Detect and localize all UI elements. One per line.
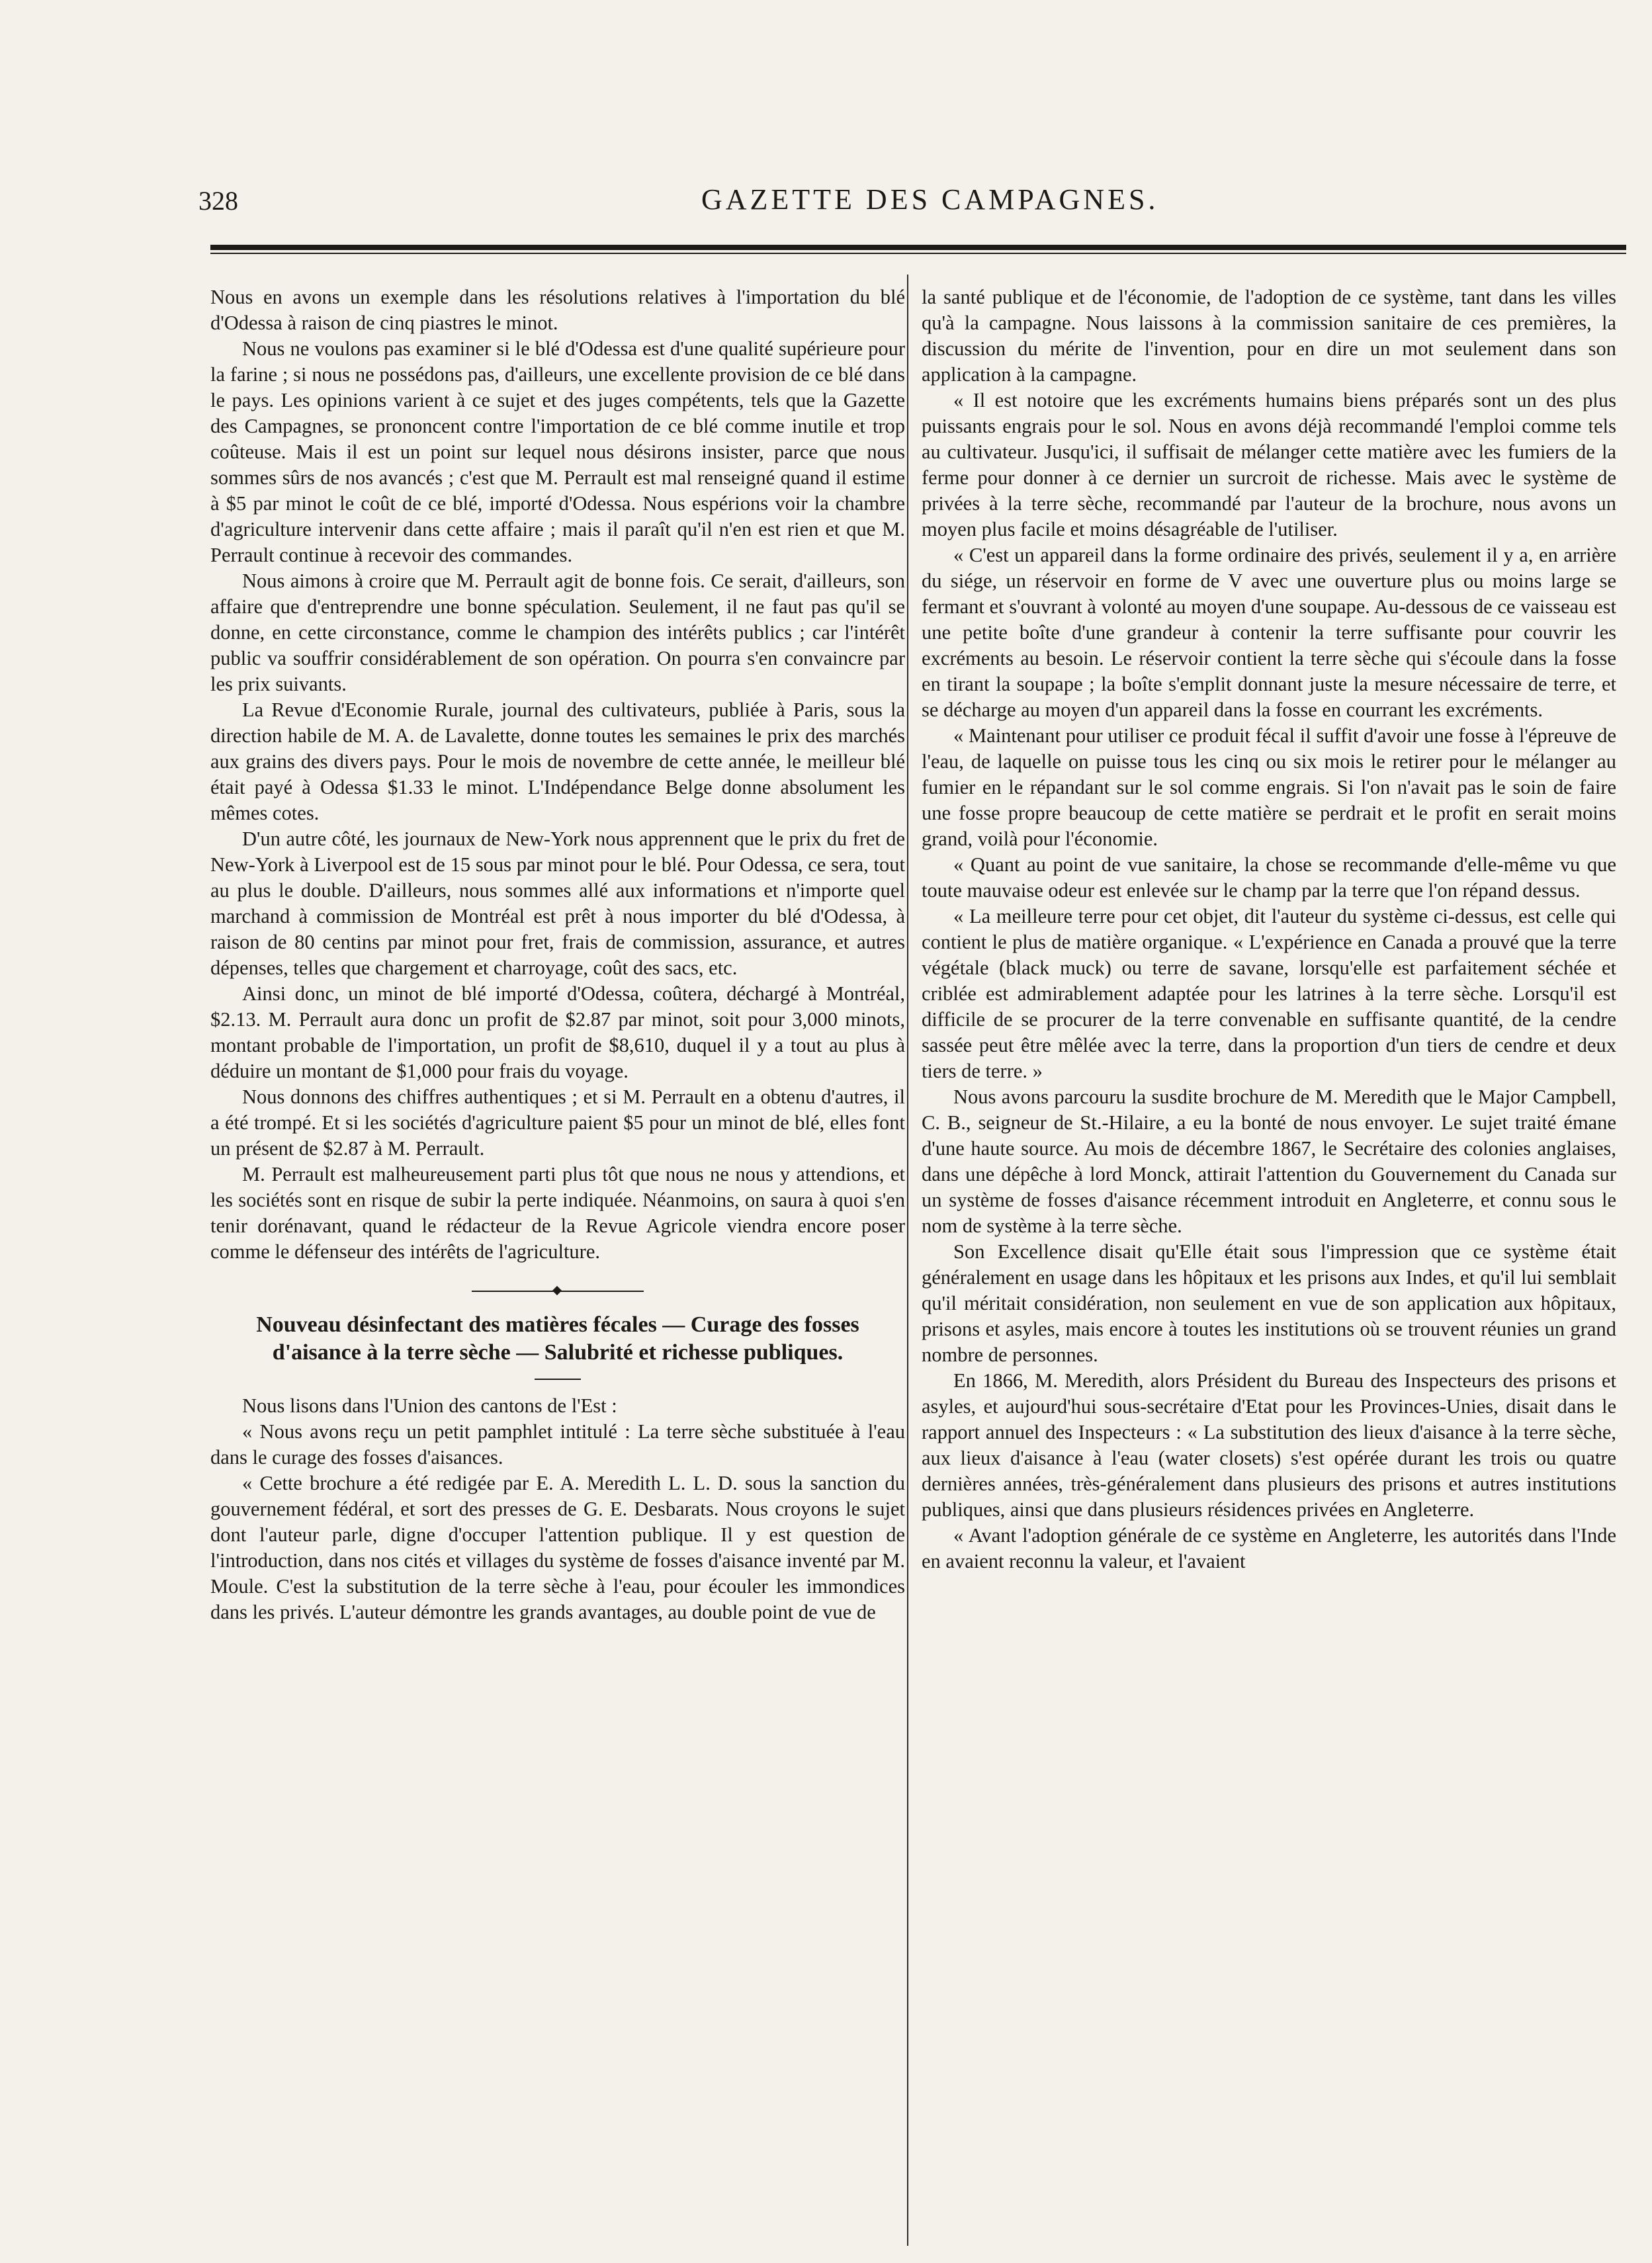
paragraph: « Quant au point de vue sanitaire, la chose se recommande d'elle-même vu que toute mauvaise odeur est enlevée sur le champ par la terre que l'on répand dessus. [922,853,1616,902]
page-header [198,179,1634,232]
ornament-divider [472,1287,644,1295]
paragraph: Nous en avons un exemple dans les résolutions relatives à l'importation du blé d'Odessa à raison de cinq piastres le minot. [210,286,905,334]
column-divider [907,275,908,2246]
paragraph: « Nous avons reçu un petit pamphlet intitulé : La terre sèche substituée à l'eau dans le curage des fosses d'aisances. [210,1420,905,1469]
paragraph: « Cette brochure a été redigée par E. A. Meredith L. L. D. sous la sanction du gouvernement fédéral, et sort des presses de G. E. Desbarats. Nous croyons le sujet dont l'auteur parle, digne d'occuper l'attention publique. Il y est question de l'introduction, dans nos cités et villages du système de fosses d'aisance inventé par M. Moule. C'est la substitution de la terre sèche à l'eau, pour écouler les immondices dans les privés. L'auteur démontre les grands avantages, au double point de vue de [210,1472,905,1623]
right-column [922,284,1616,1574]
paragraph: Nous donnons des chiffres authentiques ; et si M. Perrault en a obtenu d'autres, il a été trompé. Et si les sociétés d'agriculture paient $5 pour un minot de blé, elles font un présent de $2.87 à M. Perrault. [210,1086,905,1160]
publication-title: GAZETTE DES CAMPAGNES. [701,183,1159,216]
paragraph: En 1866, M. Meredith, alors Président du Bureau des Inspecteurs des prisons et asyles, et aujourd'hui sous-secrétaire d'Etat pour les Provinces-Unies, disait dans le rapport annuel des Inspecteurs : « La substitution des lieux d'aisance à la terre sèche, aux lieux d'aisance à l'eau (water closets) s'est opérée durant les trois ou quatre dernières années, très-généralement dans plusieurs des prisons et autres institutions publiques, ainsi que dans plusieurs résidences privées en Angleterre. [922,1369,1616,1521]
paragraph: « La meilleure terre pour cet objet, dit l'auteur du système ci-dessus, est celle qui contient le plus de matière organique. « L'expérience en Canada a prouvé que la terre végétale (black muck) ou terre de savane, lorsqu'elle est parfaitement séchée et criblée est admirablement adaptée pour les latrines à la terre sèche. Lorsqu'il est difficile de se procurer de la terre convenable en suffisante quantité, de la cendre sassée peut être mêlée avec la terre, dans la proportion d'un tiers de cendre et deux tiers de terre. » [922,905,1616,1082]
paragraph: D'un autre côté, les journaux de New-York nous apprennent que le prix du fret de New-York à Liverpool est de 15 sous par minot pour le blé. Pour Odessa, ce sera, tout au plus le double. D'ailleurs, nous sommes allé aux informations et n'importe quel marchand à commission de Montréal est prêt à nous importer du blé d'Odessa, à raison de 80 centins par minot pour fret, frais de commission, assurance, et autres dépenses, telles que chargement et charroyage, coût des sacs, etc. [210,828,905,979]
paragraph: « Maintenant pour utiliser ce produit fécal il suffit d'avoir une fosse à l'épreuve de l'eau, de laquelle on puisse tous les cinq ou six mois le retirer pour le mélanger au fumier en le répandant sur le sol comme engrais. Si l'on n'avait pas le soin de faire une fosse propre beaucoup de cette matière se perdrait et le profit en serait moins grand, voilà pour l'économie. [922,724,1616,850]
paragraph: La Revue d'Economie Rurale, journal des cultivateurs, publiée à Paris, sous la direction habile de M. A. de Lavalette, donne toutes les semaines le prix des marchés aux grains des divers pays. Pour le mois de novembre de cette année, le meilleur blé était payé à Odessa $1.33 le minot. L'Indépendance Belge donne absolument les mêmes cotes. [210,699,905,824]
short-rule [535,1379,581,1380]
paragraph: « Avant l'adoption générale de ce système en Angleterre, les autorités dans l'Inde en avaient reconnu la valeur, et l'avaient [922,1524,1616,1572]
paragraph: la santé publique et de l'économie, de l'adoption de ce système, tant dans les villes qu'à la campagne. Nous laissons à la commission sanitaire de ces premières, la discussion du mérite de l'invention, pour en dire un mot seulement dans son application à la campagne. [922,286,1616,386]
paragraph: Nous aimons à croire que M. Perrault agit de bonne fois. Ce serait, d'ailleurs, son affaire que d'entreprendre une bonne spéculation. Seulement, il ne faut pas qu'il se donne, en cette circonstance, comme le champion des intérêts publics ; car l'intérêt public va souffrir considérablement de son opération. On pourra s'en convaincre par les prix suivants. [210,570,905,695]
paragraph: « Il est notoire que les excréments humains biens préparés sont un des plus puissants engrais pour le sol. Nous en avons déjà recommandé l'emploi comme tels au cultivateur. Jusqu'ici, il suffisait de mélanger cette matière avec les fumiers de la ferme pour donner à ce dernier un surcroit de richesse. Mais avec le système de privées à la terre sèche, recommandé par l'auteur de la brochure, nous avons un moyen plus facile et moins désagréable de l'utiliser. [922,389,1616,540]
paragraph: Nous avons parcouru la susdite brochure de M. Meredith que le Major Campbell, C. B., seigneur de St.-Hilaire, a eu la bonté de nous envoyer. Le sujet traité émane d'une haute source. Au mois de décembre 1867, le Secrétaire des colonies anglaises, dans une dépêche à lord Monck, attirait l'attention du Gouvernement du Canada sur un système de fosses d'aisance récemment introduit en Angleterre, et connu sous le nom de système à la terre sèche. [922,1086,1616,1237]
paragraph: Nous ne voulons pas examiner si le blé d'Odessa est d'une qualité supérieure pour la farine ; si nous ne possédons pas, d'ailleurs, une excellente provision de ce blé dans le pays. Les opinions varient à ce sujet et des juges compétents, tels que la Gazette des Campagnes, se prononcent contre l'importation de ce blé comme inutile et trop coûteuse. Mais il est un point sur lequel nous désirons insister, parce que nous sommes sûrs de nos avancés ; c'est que M. Perrault est mal renseigné quand il estime à $5 par minot le coût de ce blé, importé d'Odessa. Nous espérions voir la chambre d'agriculture intervenir dans cette affaire ; mais il paraît qu'il n'en est rien et que M. Perrault continue à recevoir des commandes. [210,337,905,566]
paragraph: « C'est un appareil dans la forme ordinaire des privés, seulement il y a, en arrière du siége, un réservoir en forme de V avec une ouverture plus ou moins large se fermant et s'ouvrant à volonté au moyen d'une soupape. Au-dessous de ce vaisseau est une petite boîte d'une grandeur à contenir la terre suffisante pour couvrir les excréments au besoin. Le réservoir contient la terre sèche qui s'écoule dans la fosse en tirant la soupape ; la boîte s'emplit donnant juste la mesure nécessaire de terre, et se décharge au moyen d'un appareil dans la fosse en courrant les excréments. [922,544,1616,721]
article-title: Nouveau désinfectant des matières fécales — Curage des fosses d'aisance à la terre sèche — Salubrité et richesse publiques. [256,1312,859,1365]
left-column [210,284,905,1625]
paragraph: Nous lisons dans l'Union des cantons de l'Est : [242,1394,617,1417]
page-number: 328 [198,186,238,216]
header-rule-thin [210,253,1626,254]
paragraph: Ainsi donc, un minot de blé importé d'Odessa, coûtera, déchargé à Montréal, $2.13. M. Perrault aura donc un profit de $2.87 par minot, soit pour 3,000 minots, montant probable de l'importation, un profit de $8,610, duquel il y a tout au plus à déduire un montant de $1,000 pour frais du voyage. [210,982,905,1082]
paragraph: Son Excellence disait qu'Elle était sous l'impression que ce système était généralement en usage dans les hôpitaux et les prisons aux Indes, et qu'il lui semblait qu'il méritait considération, non seulement en vue de son application aux hôpitaux, prisons et asyles, mais encore à toutes les institutions où se trouvent réunies un grand nombre de personnes. [922,1240,1616,1366]
header-rule-thick [210,245,1626,250]
paragraph: M. Perrault est malheureusement parti plus tôt que nous ne nous y attendions, et les sociétés sont en risque de subir la perte indiquée. Néanmoins, on saura à quoi s'en tenir dorénavant, quand le rédacteur de la Revue Agricole viendra encore poser comme le défenseur des intérêts de l'agriculture. [210,1163,905,1263]
